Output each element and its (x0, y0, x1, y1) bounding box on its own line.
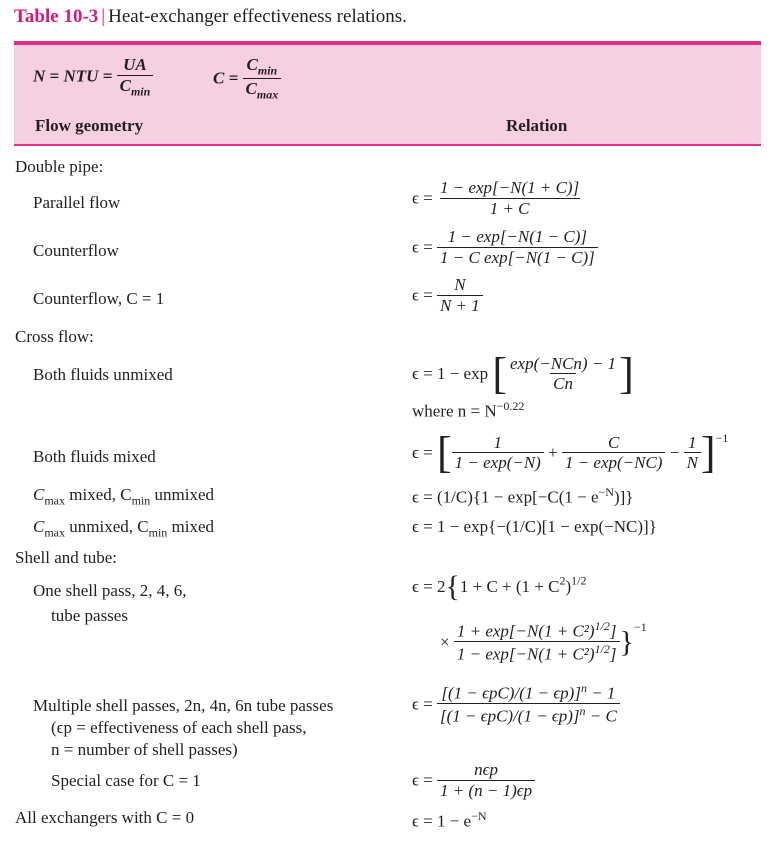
ntu-den-base: C (119, 75, 131, 95)
relation-one-shell-line1: $\epsilon = 2\{1 + C + (1 + C^2)^{1/2}$ (412, 570, 587, 603)
relation-one-shell-line2: × $\frac{1 + \exp[-N(1 + C^2)^{1/2}]}{1 - \exp[-N(1 + C^2)^{1/2}]}$ }$^{-1}$ (440, 619, 647, 664)
relation-counterflow: ϵ = $\frac{1 - \exp[-N(1 - C)]}{\text{1 − C exp[−N(1 − C)]}}$ (412, 227, 598, 268)
row-parallel-flow: Parallel flow (33, 193, 121, 212)
ntu-den-sub: min (130, 83, 151, 98)
row-cmax-mixed: $C_{max}$ mixed, $C_{min}$ unmixed (33, 485, 215, 508)
row-counterflow: Counterflow (33, 241, 119, 260)
relation-multi-shell: ϵ = $\frac{[(1 - \epsilon pC)/(1 - \epsilon p)]^n - 1}{[(1 - \epsilon pC)/(1 - \epsilon p)]^n - C}$ (412, 682, 620, 727)
row-shell-tube: Shell and tube: (15, 548, 117, 567)
relation-cmax-unmixed: ϵ = 1 − exp{−(1/C)[1 − exp(−NC)]} (412, 517, 657, 536)
table-title (14, 6, 407, 28)
c-den-sub: max (256, 87, 279, 102)
c-definition (213, 55, 281, 102)
c-num-sub: min (257, 63, 278, 78)
relation-all-c0: $\epsilon = 1 - e^{-N}$ (412, 809, 487, 831)
row-one-shell-line1: One shell pass, 2, 4, 6, (33, 581, 187, 600)
relation-parallel: ϵ = $\frac{1 - \exp[-N(1 + C)]}{1 + C}$ (412, 178, 580, 218)
row-multi-shell-line2: (ϵp = effectiveness of each shell pass, (51, 718, 307, 737)
relation-unmixed-where: where $n = N^{-0.22}$ (412, 399, 525, 421)
title-separator: | (101, 6, 106, 27)
relation-cmax-mixed: $\epsilon = (1/C)\{1 - \exp[-C(1 - e^{-N})]\}$ (412, 485, 634, 507)
row-both-mixed: Both fluids mixed (33, 447, 156, 466)
c-lhs: C = (213, 68, 239, 88)
row-both-unmixed: Both fluids unmixed (33, 365, 173, 384)
c-num-base: C (246, 55, 258, 74)
row-multi-shell-line3: n = number of shell passes) (51, 740, 238, 759)
relation-both-unmixed: ϵ = 1 − exp [ $\frac{\text{exp(−NCn) − 1}}{Cn}$ ] (412, 349, 634, 398)
ntu-definition (33, 55, 153, 98)
row-cmax-unmixed: $C_{max}$ unmixed, $C_{min}$ mixed (33, 517, 215, 540)
row-cross-flow: Cross flow: (15, 327, 94, 346)
table-caption: Heat-exchanger effectiveness relations. (108, 6, 407, 27)
ntu-lhs: N = NTU = (33, 66, 113, 86)
row-special-case: Special case for C = 1 (51, 771, 201, 790)
column-flow-geometry: Flow geometry (35, 116, 144, 135)
row-all-c0: All exchangers with C = 0 (15, 808, 195, 827)
relation-counterflow-c1: ϵ = $\frac{N}{N + 1}$ (412, 275, 483, 316)
column-relation: Relation (506, 116, 568, 135)
row-double-pipe: Double pipe: (15, 157, 104, 176)
row-multi-shell-line1: Multiple shell passes, 2n, 4n, 6n tube passes (33, 696, 334, 715)
row-one-shell-line2: tube passes (51, 606, 128, 625)
row-counterflow-c1: Counterflow, C = 1 (33, 289, 165, 308)
relation-special-case: ϵ = $\frac{\text{nϵp}}{1 + (n - 1)\epsilon p}$ (412, 760, 535, 801)
ntu-numerator: UA (123, 55, 147, 74)
header-rule (14, 144, 761, 146)
table-number: Table 10-3 (14, 6, 99, 27)
relation-both-mixed: ϵ = [ $\frac{1}{1 - \exp(-N)}$ + $\frac{C}{1 - \exp(-NC)}$ − $\frac{1}{N}$ ]$^{-1}$ (412, 428, 729, 477)
c-den-base: C (245, 79, 257, 99)
